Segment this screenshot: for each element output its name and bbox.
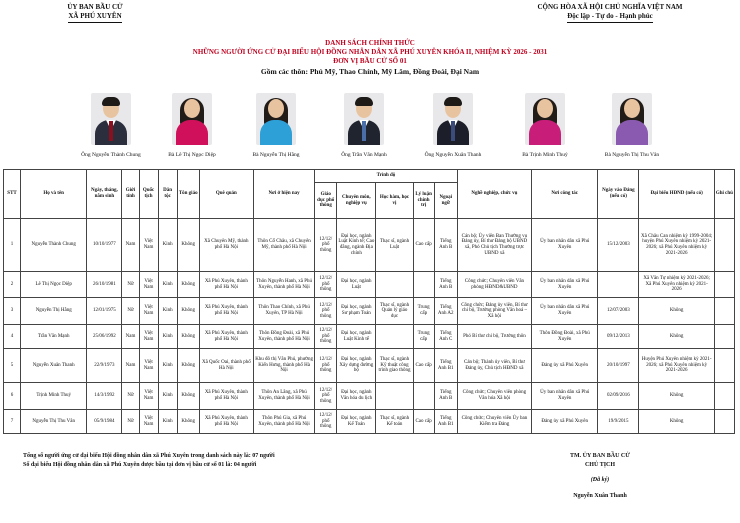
cell-residence: Thôn An Lãng, xã Phú Xuyên, thành phố Hà Nội — [253, 383, 314, 410]
cell-general: 12/12/ phổ thông — [315, 325, 337, 349]
cell-language: Tiếng Anh B1 — [434, 349, 457, 383]
cell-delegate: Xã Văn Tự nhiệm kỳ 2021-2026; Xã Phú Xuyên nhiệm kỳ 2021-2026 — [639, 272, 714, 298]
seats-count: Số đại biểu Hội đồng nhân dân xã Phú Xuyên được bầu tại đơn vị bầu cử số 01 là: 04 người — [23, 462, 257, 468]
cell-party-date: 15/12/2003 — [598, 219, 639, 272]
cell-position: Công chức; Chuyên viên Văn phòng HĐND&UBND — [457, 272, 531, 298]
cell-nationality: Việt Nam — [139, 383, 158, 410]
cell-position: Công chức; Chuyên viên Ủy ban Kiểm tra Đảng — [457, 410, 531, 434]
cell-workplace: Đảng ủy xã Phú Xuyên — [532, 410, 598, 434]
photo-caption: Bà Nguyễn Thị Thu Vân — [604, 152, 660, 158]
cell-general: 12/12/ phổ thông — [315, 219, 337, 272]
cell-party-date: 09/12/2013 — [598, 325, 639, 349]
cell-hometown: Xã Phú Xuyên, thành phố Hà Nội — [199, 410, 253, 434]
cell-ethnic: Kinh — [158, 383, 177, 410]
cell-ethnic: Kinh — [158, 325, 177, 349]
national-title: CỘNG HÒA XÃ HỘI CHỦ NGHĨA VIỆT NAM — [537, 3, 683, 11]
col-delegate: Đại biểu HĐND (nếu có) — [639, 170, 714, 219]
cell-degree: Thạc sĩ, ngành Kế toán — [376, 410, 413, 434]
cell-stt: 6 — [4, 383, 21, 410]
cell-stt: 5 — [4, 349, 21, 383]
issuer-line1: ỦY BAN BẦU CỬ — [67, 3, 123, 11]
cell-ethnic: Kinh — [158, 298, 177, 325]
cell-degree: Thạc sĩ, ngành Luật — [376, 219, 413, 272]
table-row — [4, 383, 735, 410]
doc-title: DANH SÁCH CHÍNH THỨC — [325, 39, 415, 47]
cell-specialty: Đại học, ngành Văn hóa du lịch — [337, 383, 376, 410]
cell-religion: Không — [177, 298, 199, 325]
cell-ethnic: Kinh — [158, 349, 177, 383]
cell-general: 12/12/ phổ thông — [315, 298, 337, 325]
col-religion: Tôn giáo — [177, 170, 199, 219]
col-group-education: Trình độ — [315, 170, 458, 183]
cell-hometown: Xã Quốc Oai, thành phố Hà Nội — [199, 349, 253, 383]
candidate-photo — [433, 93, 473, 145]
cell-workplace: Thôn Đồng Đoài, xã Phú Xuyên — [532, 325, 598, 349]
villages-line: Gồm các thôn: Phú Mỹ, Thao Chính, Mỹ Lâm, Đồng Đoài, Đại Nam — [260, 67, 480, 76]
col-language: Ngoại ngữ — [434, 183, 457, 219]
cell-dob: 05/9/1984 — [87, 410, 122, 434]
cell-workplace: Ủy ban nhân dân xã Phú Xuyên — [532, 272, 598, 298]
cell-delegate: Không — [639, 383, 714, 410]
cell-residence: Thôn Đồng Đoài, xã Phú Xuyên, thành phố Hà Nội — [253, 325, 314, 349]
doc-subtitle: NHỮNG NGƯỜI ỨNG CỬ ĐẠI BIỂU HỘI ĐỒNG NHÂN DÂN XÃ PHÚ XUYÊN KHÓA II, NHIỆM KỲ 2026 - 2031 — [192, 48, 548, 56]
table-row — [4, 272, 735, 298]
cell-specialty: Đại học, ngành Luật Kinh tế; Cao đẳng, ngành Địa chính — [337, 219, 376, 272]
cell-residence: Thôn Cổ Châu, xã Chuyên Mỹ, thành phố Hà Nội — [253, 219, 314, 272]
table-row — [4, 298, 735, 325]
cell-nationality: Việt Nam — [139, 272, 158, 298]
cell-religion: Không — [177, 272, 199, 298]
cell-dob: 26/10/1981 — [87, 272, 122, 298]
signature-org: TM. ỦY BAN BẦU CỬ — [569, 453, 631, 459]
cell-residence: Thôn Phú Gia, xã Phú Xuyên, thành phố Hà Nội — [253, 410, 314, 434]
cell-position: Cán bộ; Thành ủy viên, Bí thư Đảng ủy, Chủ tịch HĐND xã — [457, 349, 531, 383]
cell-position: Công chức; Chuyên viên phòng Văn hóa Xã hội — [457, 383, 531, 410]
cell-hometown: Xã Phú Xuyên, thành phố Hà Nội — [199, 272, 253, 298]
col-stt: STT — [4, 170, 21, 219]
cell-delegate: Không — [639, 325, 714, 349]
cell-general: 12/12/ phổ thông — [315, 383, 337, 410]
cell-note — [714, 298, 734, 325]
cell-hometown: Xã Phú Xuyên, thành phố Hà Nội — [199, 298, 253, 325]
cell-position: Cán bộ; Ủy viên Ban Thường vụ Đảng ủy, Bí thư Đảng bộ UBND xã, Phó Chủ tịch Thường trực UBND xã — [457, 219, 531, 272]
col-nationality: Quốc tịch — [139, 170, 158, 219]
cell-religion: Không — [177, 349, 199, 383]
col-hometown: Quê quán — [199, 170, 253, 219]
cell-name: Trần Văn Mạnh — [21, 325, 87, 349]
table-row — [4, 219, 735, 272]
cell-name: Nguyễn Thị Thu Vân — [21, 410, 87, 434]
cell-party-date — [598, 272, 639, 298]
cell-specialty: Đại học, ngành Sư phạm Toán — [337, 298, 376, 325]
cell-note — [714, 219, 734, 272]
cell-dob: 22/9/1973 — [87, 349, 122, 383]
cell-workplace: Ủy ban nhân dân xã Phú Xuyên — [532, 219, 598, 272]
cell-religion: Không — [177, 325, 199, 349]
cell-name: Trịnh Minh Thuỷ — [21, 383, 87, 410]
cell-stt: 3 — [4, 298, 21, 325]
cell-general: 12/12/ phổ thông — [315, 410, 337, 434]
cell-note — [714, 410, 734, 434]
cell-nationality: Việt Nam — [139, 219, 158, 272]
cell-ethnic: Kinh — [158, 219, 177, 272]
cell-party-date: 12/07/2003 — [598, 298, 639, 325]
col-party-date: Ngày vào Đảng (nếu có) — [598, 170, 639, 219]
cell-language: Tiếng Anh B — [434, 272, 457, 298]
col-general: Giáo dục phổ thông — [315, 183, 337, 219]
cell-note — [714, 325, 734, 349]
photo-caption: Bà Lê Thị Ngọc Diệp — [168, 152, 216, 158]
cell-politics: Cao cấp — [413, 410, 434, 434]
col-politics: Lý luận chính trị — [413, 183, 434, 219]
cell-degree — [376, 383, 413, 410]
cell-language: Tiếng Anh B — [434, 219, 457, 272]
cell-gender: Nam — [122, 325, 139, 349]
col-position: Nghề nghiệp, chức vụ — [457, 170, 531, 219]
cell-ethnic: Kinh — [158, 410, 177, 434]
cell-residence: Khu đô thị Văn Phú, phường Kiến Hưng, thành phố Hà Nội — [253, 349, 314, 383]
candidate-photo — [172, 93, 212, 145]
col-dob: Ngày, tháng, năm sinh — [87, 170, 122, 219]
cell-party-date: 02/09/2016 — [598, 383, 639, 410]
photo-caption: Bà Nguyễn Thị Hằng — [252, 152, 300, 158]
photo-caption: Ông Nguyễn Xuân Thanh — [424, 152, 482, 158]
cell-religion: Không — [177, 410, 199, 434]
cell-nationality: Việt Nam — [139, 325, 158, 349]
cell-language: Tiếng Anh B — [434, 383, 457, 410]
cell-degree: Thạc sĩ, ngành Quản lý giáo dục — [376, 298, 413, 325]
cell-delegate: Không — [639, 298, 714, 325]
cell-nationality: Việt Nam — [139, 349, 158, 383]
cell-ethnic: Kinh — [158, 272, 177, 298]
cell-language: Tiếng Anh B1 — [434, 410, 457, 434]
national-motto: Độc lập - Tự do - Hạnh phúc — [567, 12, 653, 23]
cell-stt: 7 — [4, 410, 21, 434]
cell-politics — [413, 272, 434, 298]
cell-position: Phó Bí thư chi bộ, Trưởng thôn — [457, 325, 531, 349]
table-row — [4, 410, 735, 434]
photo-caption: Ông Nguyễn Thành Chung — [81, 152, 141, 158]
cell-degree: Thạc sĩ, ngành Kỹ thuật công trình giao thông — [376, 349, 413, 383]
cell-general: 12/12/ phổ thông — [315, 272, 337, 298]
cell-dob: 25/06/1992 — [87, 325, 122, 349]
cell-gender: Nam — [122, 349, 139, 383]
cell-degree — [376, 325, 413, 349]
photo-caption: Bà Trịnh Minh Thuỷ — [522, 152, 568, 158]
cell-stt: 2 — [4, 272, 21, 298]
cell-language: Tiếng Anh A2 — [434, 298, 457, 325]
cell-nationality: Việt Nam — [139, 298, 158, 325]
candidate-table — [3, 169, 735, 434]
cell-politics: Trung cấp — [413, 298, 434, 325]
cell-language: Tiếng Anh C — [434, 325, 457, 349]
cell-workplace: Đảng ủy xã Phú Xuyên — [532, 349, 598, 383]
cell-dob: 14/3/1992 — [87, 383, 122, 410]
cell-hometown: Xã Phú Xuyên, thành phố Hà Nội — [199, 325, 253, 349]
cell-name: Lê Thị Ngọc Diệp — [21, 272, 87, 298]
col-specialty: Chuyên môn, nghiệp vụ — [337, 183, 376, 219]
candidate-photo — [525, 93, 565, 145]
national-header — [505, 3, 715, 23]
col-note: Ghi chú — [714, 170, 734, 219]
col-ethnic: Dân tộc — [158, 170, 177, 219]
cell-specialty: Đại học, ngành Luật Kinh tế — [337, 325, 376, 349]
col-name: Họ và tên — [21, 170, 87, 219]
cell-stt: 1 — [4, 219, 21, 272]
cell-party-date: 20/10/1997 — [598, 349, 639, 383]
cell-residence: Thôn Nguyễn Hanh, xã Phú Xuyên, thành phố Hà Nội — [253, 272, 314, 298]
candidate-photo — [612, 93, 652, 145]
cell-religion: Không — [177, 219, 199, 272]
cell-politics: Cao cấp — [413, 349, 434, 383]
photo-caption: Ông Trần Văn Mạnh — [341, 152, 387, 158]
cell-politics — [413, 383, 434, 410]
cell-gender: Nữ — [122, 298, 139, 325]
signature-note: (Đã ký) — [590, 477, 610, 483]
cell-delegate: Xã Châu Can nhiệm kỳ 1999-2004; huyện Phú Xuyên nhiệm kỳ 2021-2026; xã Phú Xuyên nhiệm kỳ 2021-2026 — [639, 219, 714, 272]
issuer-block — [30, 3, 160, 23]
col-gender: Giới tính — [122, 170, 139, 219]
cell-specialty: Đại học, ngành Xây dựng đường bộ — [337, 349, 376, 383]
col-residence: Nơi ở hiện nay — [253, 170, 314, 219]
candidate-photo — [344, 93, 384, 145]
cell-gender: Nữ — [122, 383, 139, 410]
cell-residence: Thôn Thao Chính, xã Phú Xuyên, TP Hà Nội — [253, 298, 314, 325]
cell-delegate: Huyện Phú Xuyên nhiệm kỳ 2021-2026; xã Phú Xuyên nhiệm kỳ 2021-2026 — [639, 349, 714, 383]
candidate-photo — [256, 93, 296, 145]
cell-position: Công chức; Đảng ủy viên, Bí thư chi bộ, Trưởng phòng Văn hoá – Xã hội — [457, 298, 531, 325]
cell-name: Nguyễn Thị Hằng — [21, 298, 87, 325]
cell-politics: Trung cấp — [413, 325, 434, 349]
cell-specialty: Đại học, ngành Kế Toán — [337, 410, 376, 434]
cell-note — [714, 383, 734, 410]
cell-dob: 10/10/1977 — [87, 219, 122, 272]
cell-note — [714, 272, 734, 298]
table-row — [4, 349, 735, 383]
signer-name: Nguyễn Xuân Thanh — [573, 493, 627, 499]
col-degree: Học hàm, học vị — [376, 183, 413, 219]
issuer-line2: XÃ PHÚ XUYÊN — [68, 12, 121, 23]
election-unit: ĐƠN VỊ BẦU CỬ SỐ 01 — [333, 57, 407, 65]
cell-name: Nguyễn Xuân Thanh — [21, 349, 87, 383]
candidate-photo — [91, 93, 131, 145]
cell-workplace: Ủy ban nhân dân xã Phú Xuyên — [532, 383, 598, 410]
cell-gender: Nữ — [122, 272, 139, 298]
cell-delegate: Không — [639, 410, 714, 434]
total-candidates: Tổng số người ứng cử đại biểu Hội đồng nhân dân xã Phú Xuyên trong danh sách này là: 07 người — [23, 453, 275, 459]
col-workplace: Nơi công tác — [532, 170, 598, 219]
cell-note — [714, 349, 734, 383]
cell-dob: 12/01/1975 — [87, 298, 122, 325]
signature-title: CHỦ TỊCH — [584, 462, 616, 468]
cell-religion: Không — [177, 383, 199, 410]
cell-name: Nguyễn Thành Chung — [21, 219, 87, 272]
cell-politics: Cao cấp — [413, 219, 434, 272]
cell-stt: 4 — [4, 325, 21, 349]
cell-general: 12/12/ phổ thông — [315, 349, 337, 383]
cell-hometown: Xã Phú Xuyên, thành phố Hà Nội — [199, 383, 253, 410]
cell-degree — [376, 272, 413, 298]
cell-gender: Nam — [122, 219, 139, 272]
cell-party-date: 19/9/2015 — [598, 410, 639, 434]
cell-specialty: Đại học, ngành Luật — [337, 272, 376, 298]
cell-workplace: Ủy ban nhân dân xã Phú Xuyên — [532, 298, 598, 325]
cell-nationality: Việt Nam — [139, 410, 158, 434]
cell-hometown: Xã Chuyên Mỹ, thành phố Hà Nội — [199, 219, 253, 272]
cell-gender: Nữ — [122, 410, 139, 434]
table-row — [4, 325, 735, 349]
